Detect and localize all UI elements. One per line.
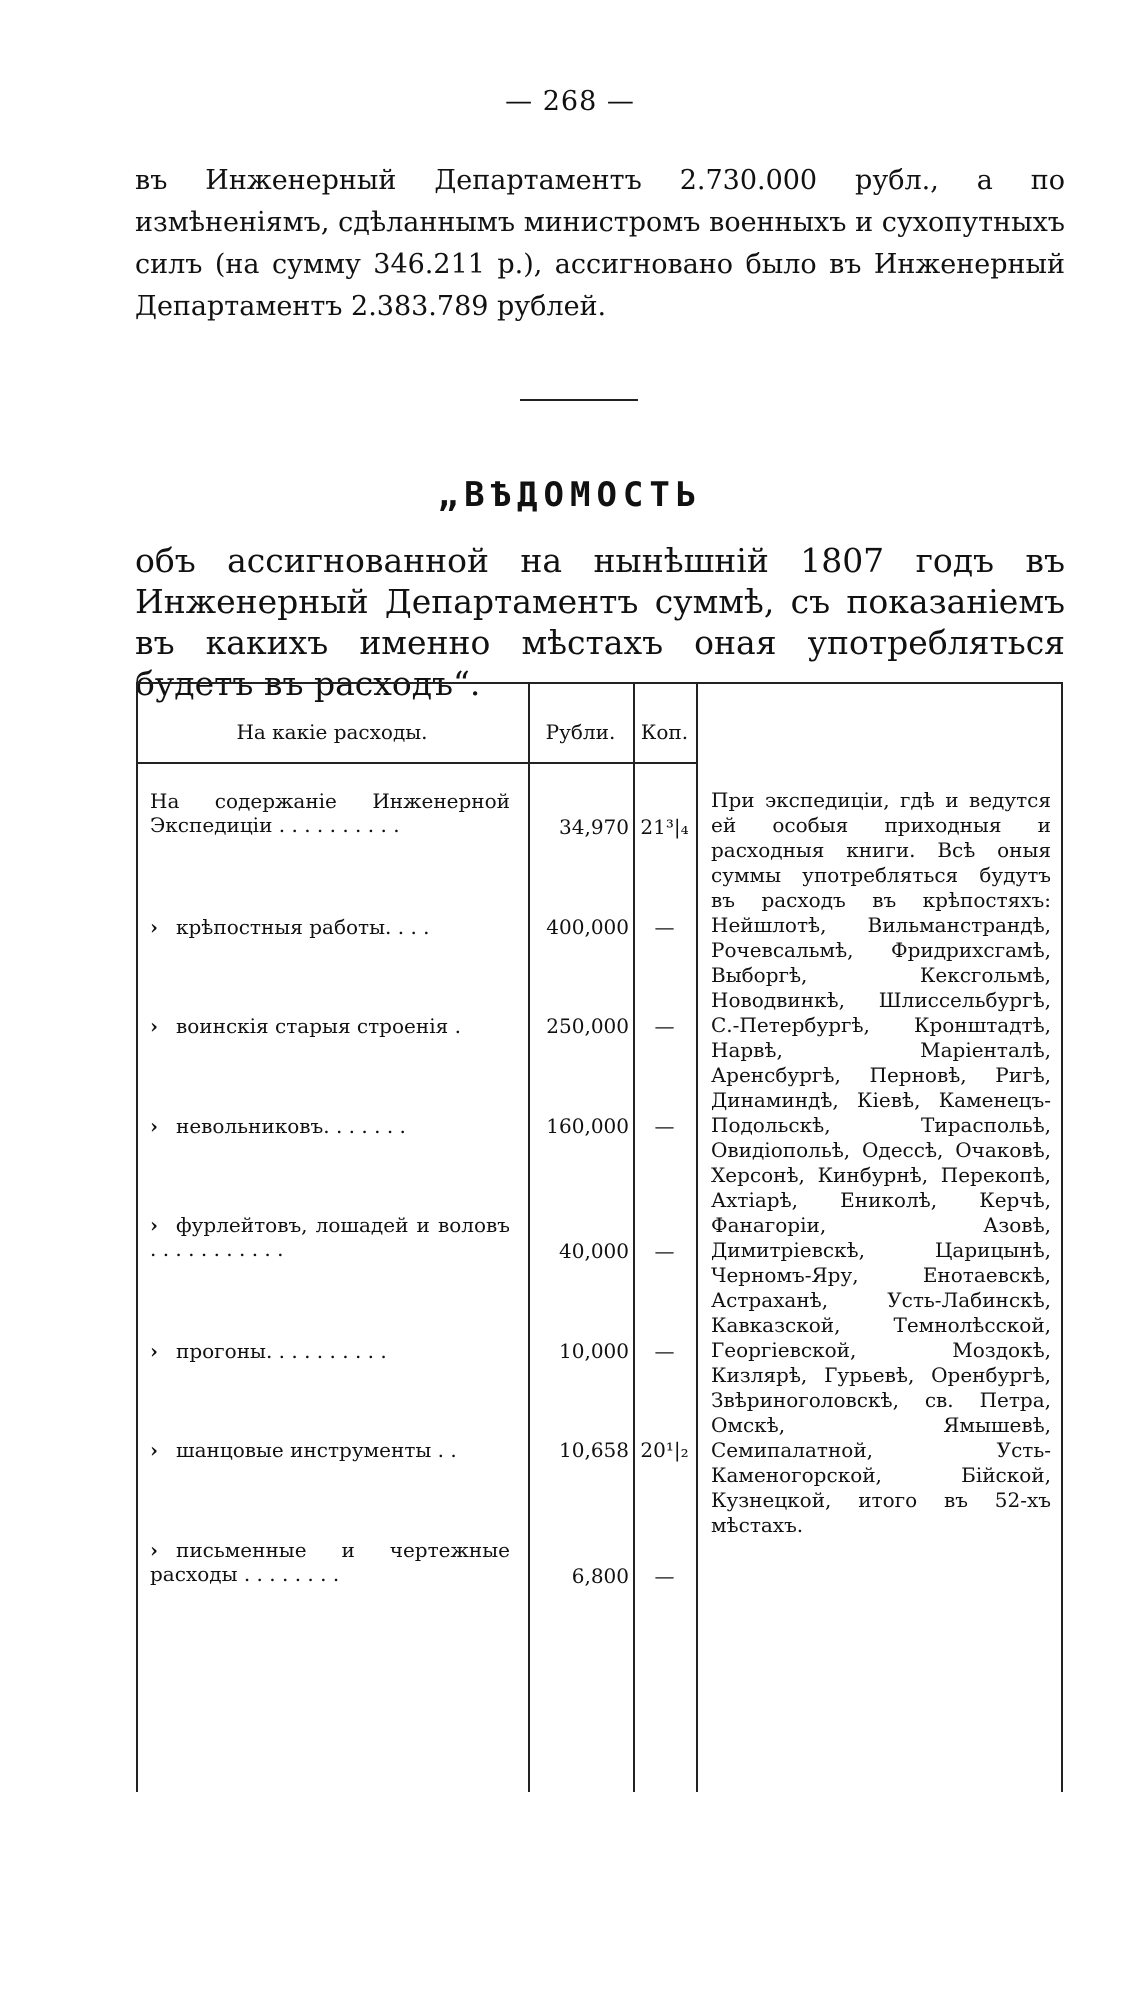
document-subtitle: объ ассигнованной на нынѣшній 1807 годъ въ Инженерный Департаментъ суммѣ, съ показаніемъ въ какихъ именно мѣстахъ оная употребляться будетъ въ расходъ“. (135, 541, 1065, 703)
row-description-text: фурлейтовъ, лошадей и воловъ . . . . . . . . . . . (150, 1213, 510, 1261)
row-description-text: прогоны. . . . . . . . . . (176, 1339, 387, 1363)
row-rubles: 10,658 (559, 1438, 629, 1462)
row-kopecks: — (654, 1564, 675, 1588)
row-kopecks: 21³|₄ (640, 815, 689, 839)
row-kopecks: — (654, 915, 675, 939)
ditto-marker: › (150, 915, 158, 939)
ditto-marker: › (150, 1538, 158, 1562)
header-expenses: На какіе расходы. (236, 720, 428, 744)
table-border-right (1061, 682, 1063, 1792)
row-description-text: шанцовые инструменты . . (176, 1438, 457, 1462)
row-description (150, 1538, 510, 1586)
row-kopecks: — (654, 1339, 675, 1363)
row-description (150, 1339, 522, 1363)
header-rule (136, 762, 696, 764)
row-rubles: 6,800 (571, 1564, 629, 1588)
table-border-left (136, 682, 138, 1792)
header-kopecks: Коп. (640, 720, 689, 744)
row-description (150, 1014, 522, 1038)
row-kopecks: — (654, 1114, 675, 1138)
remarks-column: При экспедиціи, гдѣ и ведутся ей особыя приходныя и расходныя книги. Всѣ оныя суммы употребляться будутъ въ расходъ въ крѣпостяхъ: Нейшлотѣ, Вильманстрандѣ, Рочевсальмѣ, Фридрихсгамѣ, Выборгѣ, Кексгольмѣ, Новодвинкѣ, Шлиссельбургѣ, С.-Петербургѣ, Кронштадтѣ, Нарвѣ, Маріенталѣ, Аренсбургѣ, Перновѣ, Ригѣ, Динаминдѣ, Кіевѣ, Каменецъ-Подольскѣ, Тираспольѣ, Овидіопольѣ, Одессѣ, Очаковѣ, Херсонѣ, Кинбурнѣ, Перекопѣ, Ахтіарѣ, Ениколѣ, Керчѣ, Фанагоріи, Азовѣ, Димитріевскѣ, Царицынѣ, Черномъ-Яру, Енотаевскѣ, Астраханѣ, Усть-Лабинскѣ, Кавказской, Темнолѣсской, Георгіевской, Моздокѣ, Кизлярѣ, Гурьевѣ, Оренбургѣ, Звѣриноголовскѣ, св. Петра, Омскѣ, Ямышевѣ, Семипалатной, Усть-Каменогорской, Бійской, Кузнецкой, итого въ 52-хъ мѣстахъ. (711, 788, 1051, 1537)
row-description-text: воинскія старыя строенія . (176, 1014, 461, 1038)
ditto-marker: › (150, 1339, 158, 1363)
row-kopecks: — (654, 1014, 675, 1038)
page-number: — 268 — (505, 86, 635, 117)
row-description (150, 1213, 510, 1261)
row-kopecks: 20¹|₂ (640, 1438, 689, 1462)
ditto-marker: › (150, 1438, 158, 1462)
row-description-text: невольниковъ. . . . . . . (176, 1114, 406, 1138)
row-rubles: 10,000 (559, 1339, 629, 1363)
row-description (150, 1114, 522, 1138)
row-description-text: крѣпостныя работы. . . . (176, 915, 430, 939)
column-divider-note (696, 682, 698, 1792)
row-description (150, 915, 522, 939)
row-description-text: письменные и чертежные расходы . . . . . . . . (150, 1538, 510, 1586)
row-rubles: 40,000 (559, 1239, 629, 1263)
row-rubles: 160,000 (546, 1114, 629, 1138)
ditto-marker: › (150, 1213, 158, 1237)
row-description: На содержаніе Инженерной Экспедиціи . . . . . . . . . . (150, 789, 510, 837)
header-rubles: Рубли. (545, 720, 616, 744)
column-divider-kop (633, 682, 635, 1792)
row-rubles: 250,000 (546, 1014, 629, 1038)
row-rubles: 34,970 (559, 815, 629, 839)
document-heading: „ВѢДОМОСТЬ (437, 475, 703, 515)
table-top-rule (136, 682, 1063, 684)
column-divider-rub (528, 682, 530, 1792)
row-description (150, 1438, 522, 1462)
ditto-marker: › (150, 1014, 158, 1038)
intro-paragraph: въ Инженерный Департаментъ 2.730.000 рубл., а по измѣненіямъ, сдѣланнымъ министромъ военныхъ и сухопутныхъ силъ (на сумму 346.211 р.), ассигновано было въ Инженерный Департаментъ 2.383.789 рублей. (135, 165, 1065, 322)
row-rubles: 400,000 (546, 915, 629, 939)
ditto-marker: › (150, 1114, 158, 1138)
section-divider (520, 399, 638, 401)
row-kopecks: — (654, 1239, 675, 1263)
